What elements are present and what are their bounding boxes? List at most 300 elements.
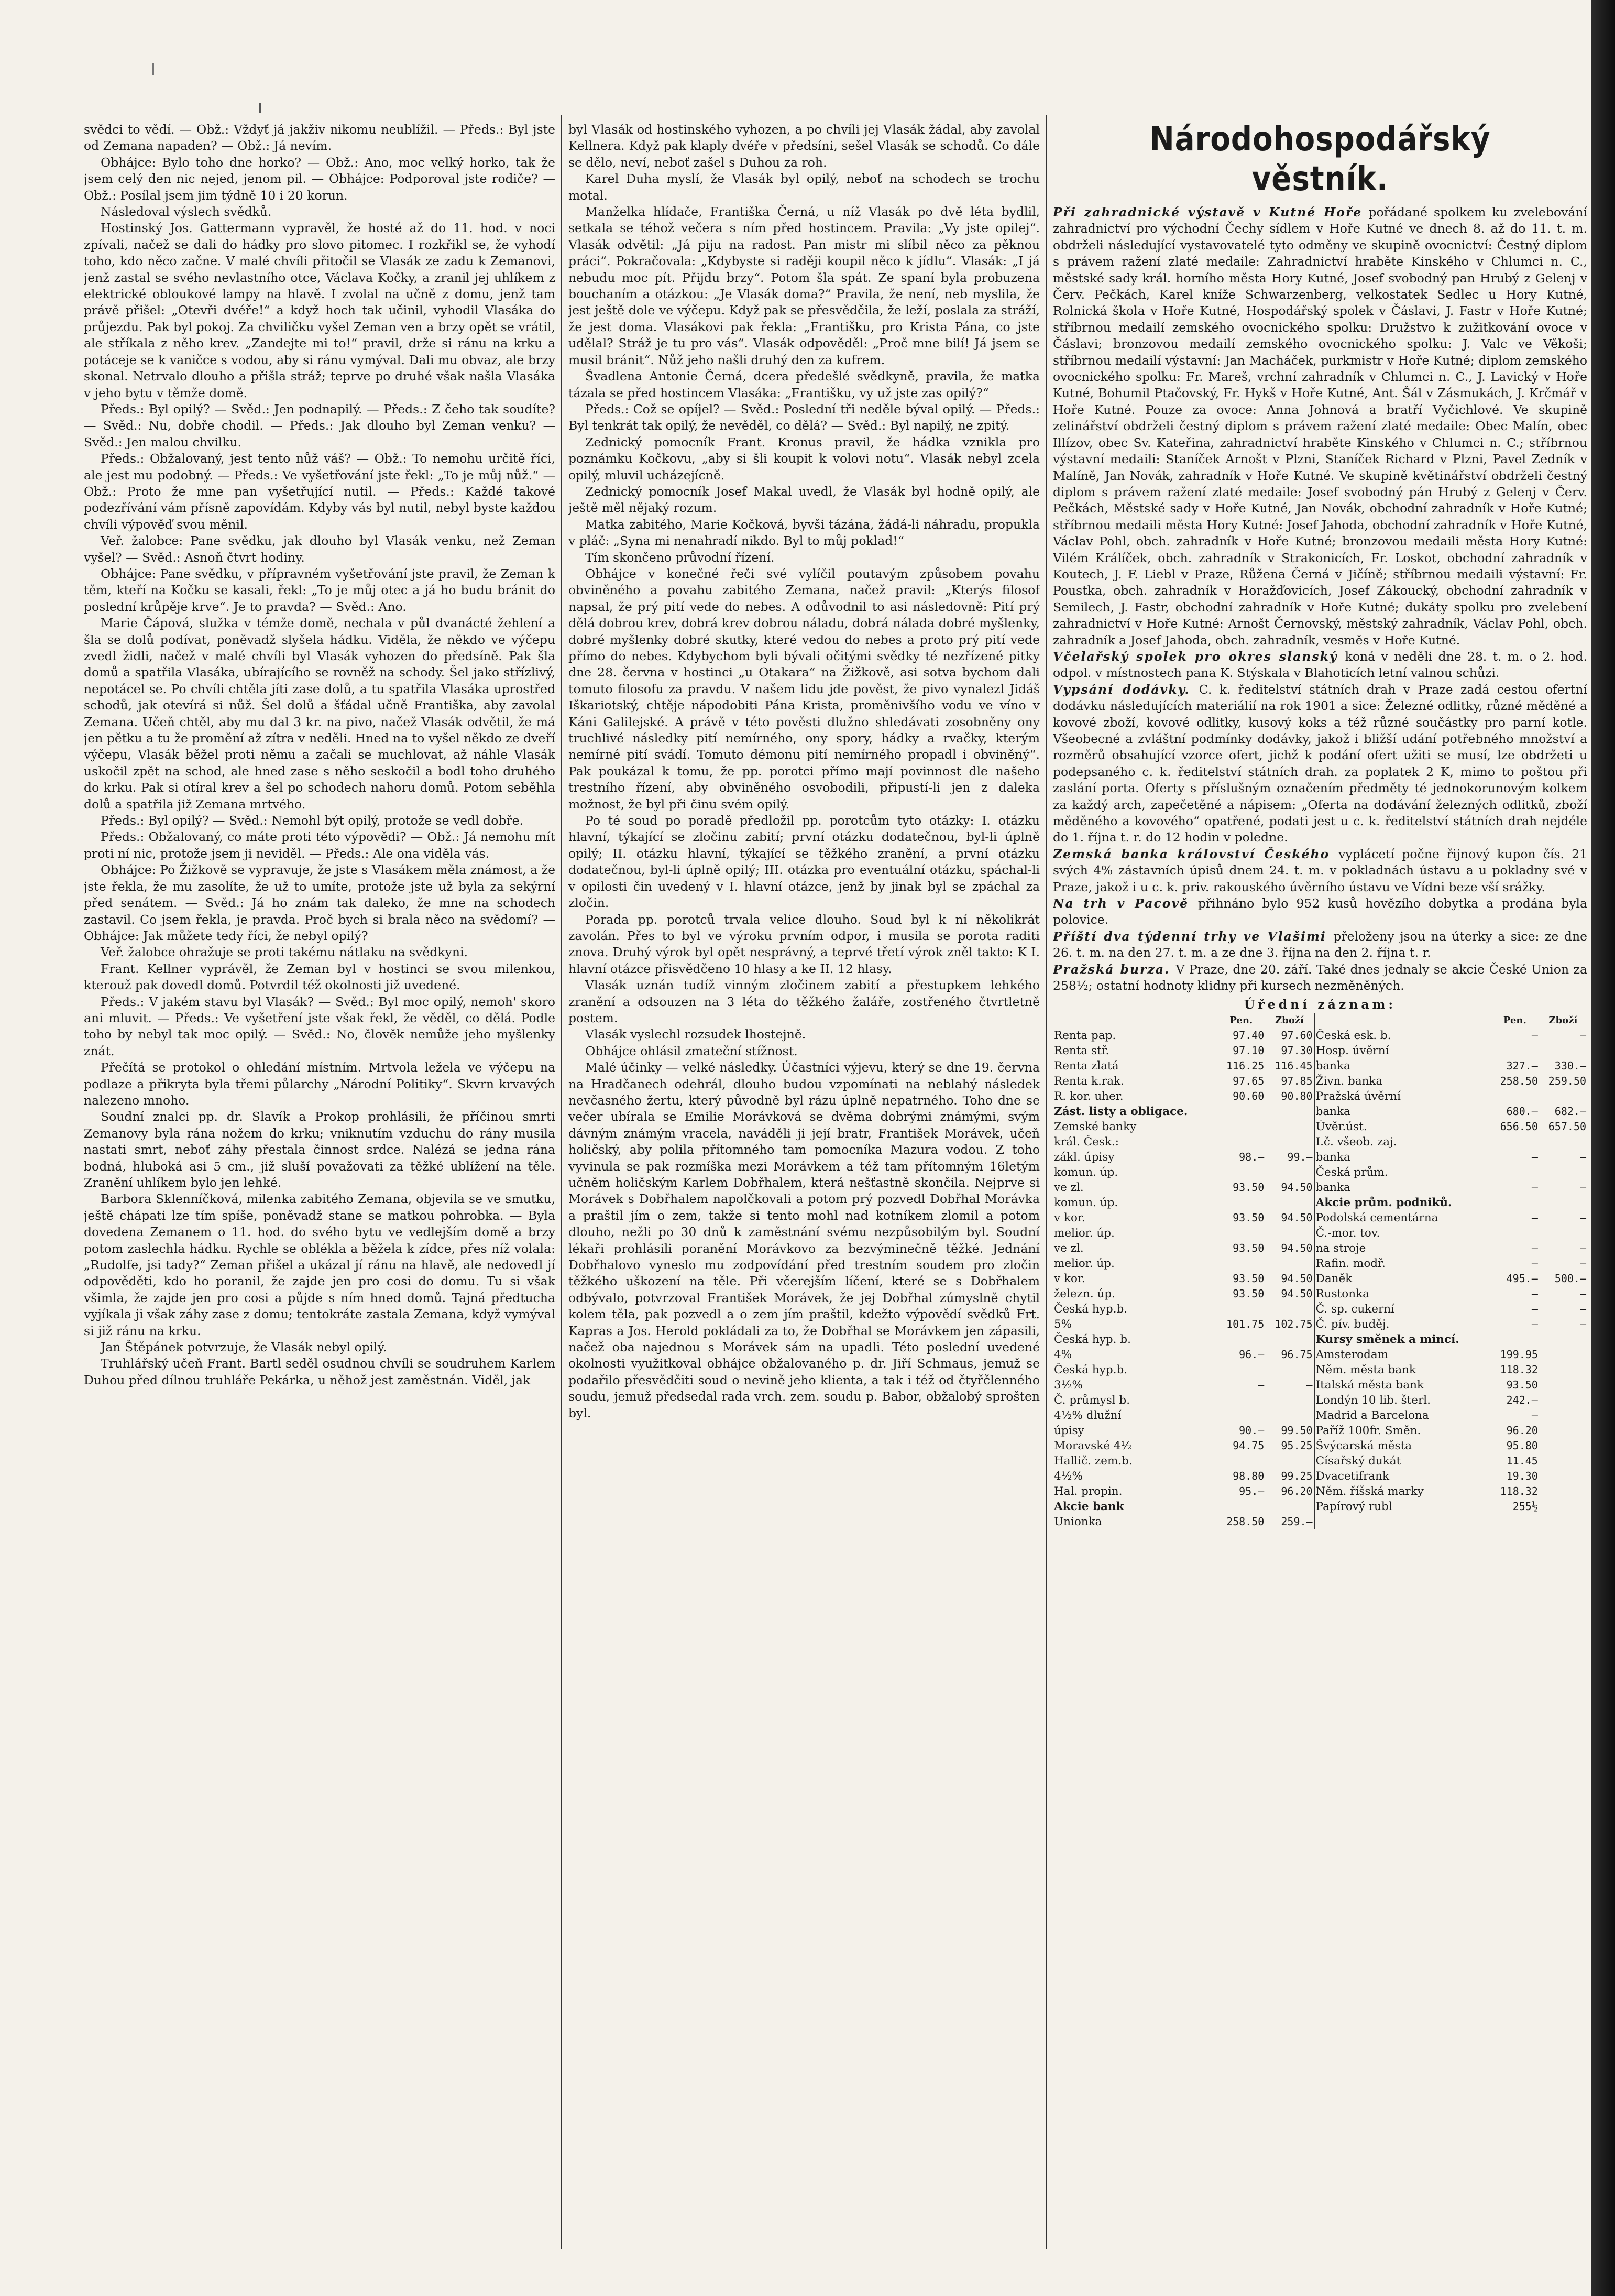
stock-header-cell: [1314, 1013, 1491, 1028]
stock-header-cell: Zboží: [1275, 1014, 1304, 1026]
stock-cell: 5%: [1054, 1317, 1072, 1331]
article-paragraph: Následoval výslech svědků.: [101, 204, 272, 220]
stock-cell: banka: [1314, 1150, 1491, 1165]
stock-cell: Zemské banky: [1054, 1120, 1137, 1133]
stock-cell: [1265, 1104, 1314, 1119]
stock-cell: 93.50: [1233, 1211, 1265, 1224]
stock-cell: —: [1579, 1256, 1586, 1270]
stock-cell: Česká hyp.b.: [1054, 1363, 1128, 1376]
stock-header-cell: Pen.: [1503, 1014, 1526, 1026]
stock-row: [1053, 1362, 1587, 1377]
stock-cell: král. Česk.:: [1054, 1135, 1119, 1149]
stock-row: [1053, 1104, 1587, 1119]
stock-cell: 495.—: [1506, 1272, 1538, 1285]
article-paragraph: Malé účinky — velké následky. Účastníci výjevu, který se dne 19. června na Hradčanech odehrál, dlouho budou vzpomínati na neblahý následek nevčasného žertu, který původně byl rázu úplně nepatrného. Toho dne se večer ubírala se Emilie Morávková se dvěma dobrými známými, svým dávným známým vracela, naváděli ji její bratr, František Morávek, učeň holičský, aby polila přítomného tam pomocníka Mazura vodou. Z toho vyvinula se pak rozmíška mezi Morávkem a též tam přítomným 16letým učněm holičským Karlem Dobřhalem, která nešťastně skončila. Nejprve si Morávek s Dobřhalem napolčkovali a potom prý pozvedl Dobřhal Morávka a praštil jím o zem, takže si tento mohl nad kotníkem zlomil a potom dlouho, nežli po 30 dnů k zaměstnání svému nezpůsobilým byl. Soudní lékaři prohlásili poranění Morávkovo za bezvýminečně těžké. Jednání Dobřhalovo vyneslo mu zodpovídání před trestním soudem pro zločin těžkého uškození na těle. Při včerejším líčení, které se s Dobřhalem odbývalo, potvrzoval František Morávek, že jej Dobřhal zúmyslně chytil kolem těla, pak pozvedl a o zem jím praštil, kdežto výpovědí svědků Frt. Kapras a Jos. Herold pokládali za to, že Dobřhal se Morávkem jen zápasili, načež oba najednou s Morávek sám na upadli. Této poslední uvedené okolnosti využitkoval obhájce obžalovaného p. dr. Jiří Schmaus, jemuž se podařilo přesvědčiti soud o nevině jeho klienta, a tak i též od čtyřčlenného soudu, jemuž předsedal rada vrch. zem. soudu p. Babor, obžalobý sprošten byl.: [568, 1060, 1040, 1420]
stock-cell: 255½: [1512, 1500, 1538, 1513]
stock-cell: [1217, 1302, 1265, 1317]
article-paragraph: Matka zabitého, Marie Kočková, byvši tázána, žádá-li náhradu, propukla v pláč: „Syna mi nenahradí nikdo. Byl to můj poklad!“: [568, 517, 1040, 549]
article-paragraph: Zednický pomocník Frant. Kronus pravil, že hádka vznikla pro poznámku Kočkovu, „aby si šli koupit k volovi notu“. Vlasák nebyl zcela opilý, mluvil ucházejícně.: [568, 434, 1040, 483]
stock-cell: [1539, 1393, 1587, 1408]
stock-row: [1053, 1286, 1587, 1302]
stock-cell: 500.—: [1554, 1272, 1586, 1285]
stock-header-cell: Zboží: [1548, 1014, 1578, 1026]
stock-cell: [1539, 1377, 1587, 1393]
stock-cell: zákl. úpisy: [1054, 1150, 1115, 1164]
stock-cell: v kor.: [1054, 1272, 1085, 1285]
article-paragraph: Předs.: Byl opilý? — Svěd.: Nemohl být opilý, protože se vedl dobře.: [101, 813, 524, 828]
stock-cell: 102.75: [1275, 1317, 1313, 1330]
stock-cell: 93.50: [1233, 1272, 1265, 1285]
stock-row: [1053, 1241, 1587, 1256]
stock-cell: [1491, 1226, 1539, 1241]
stock-cell: [1539, 1453, 1587, 1469]
stock-cell: 96.20: [1506, 1424, 1538, 1437]
stock-cell: [1217, 1195, 1265, 1210]
stock-cell: 95.—: [1239, 1484, 1265, 1497]
stock-cell: 96.75: [1281, 1348, 1313, 1361]
stock-cell: 4½% dlužní: [1054, 1408, 1122, 1422]
stock-cell: 95.25: [1281, 1439, 1313, 1452]
stock-cell: 11.45: [1506, 1454, 1538, 1467]
stock-cell: Renta zlatá: [1054, 1059, 1119, 1073]
stock-cell: na stroje: [1314, 1241, 1491, 1256]
stock-cell: 94.75: [1233, 1439, 1265, 1452]
stock-cell: Londýn 10 lib. šterl.: [1314, 1393, 1491, 1408]
stock-cell: —: [1531, 1317, 1538, 1330]
stock-cell: 682.—: [1554, 1105, 1586, 1118]
news-item: [1053, 895, 1587, 928]
item-text: pořádané spolkem ku zvelebování zahradnictví pro východní Čechy sídlem v Hoře Kutné ve dnech 8. až do 11. t. m. obdrželi následující vystavovatelé tyto odměny ve skupině ovocnictví: Čestný diplom s právem ražení zlaté medaile: Zahradnictví hraběte Kinského v Chlumci n. C., městské sady král. horního města Hory Kutné, Josef svobodný pan Hrubý z Gelenj v Červ. Pečkách, Karel kníže Schwarzenberg, velkostatek Sedlec u Hory Kutné, Rolnická škola v Hoře Kutné, Hospodářský spolek v Čáslavi, J. Fastr v Hoře Kutné; stříbrnou medailí zemského ovocnického spolku: Družstvo k zužitkování ovoce v Čáslavi; bronzovou medailí zemského ovocnického spolku: J. Valc ve Věkoši; stříbrnou medailí výstavní: Jan Macháček, purkmistr v Hoře Kutné; diplom zemského ovocnického spolku: Fr. Mareš, vrchní zahradník v Chlumci n. C., J. Lavický v Hoře Kutné, Bohumil Ptačovský, Fr. Hykš v Hoře Kutné, Ant. Šál v Zásmukách, J. Krčmář v Hoře Kutné. Pouze za ovoce: Anna Johnová a bratří Vyčichlové. Ve skupině zelinářství obdrželi čestný diplom s právem ražení zlaté medaile: Obec Malín, obec Illízov, obec Sv. Kateřina, zahradnictví hraběte Kinského v Chlumci n. C.; stříbrnou výstavní medaili: Staníček Arnošt v Plzni, Staníček Richard v Plzni, Pavel Zedník v Malíně, Jan Novák, zahradník v Hoře Kutné. Ve skupině květinářství obdrželi čestný diplom s právem ražení zlaté medaile: Josef svobodný pán Hrubý z Gelenj v Červ. Pečkách, Městské sady v Hoře Kutné, Jan Novák, obchodní zahradník v Hoře Kutné; stříbrnou medaili města Hory Kutné: Josef Jahoda, obchodní zahradník v Hoře Kutné, Václav Pohl, obch. zahradník v Hoře Kutné; bronzovou medaili města Hory Kutné: Vilém Králíček, obch. zahradník v Strakonicích, Fr. Loskot, obchodní zahradník v Koutech, J. F. Liebl v Praze, Růžena Černá v Jičíně; stříbrnou medaili výstavní: Fr. Poustka, obch. zahradník v Horažďovicích, Josef Zákoucký, obchodní zahradník v Semilech, J. Fastr, obchodní zahradník v Hoře Kutné; dukáty spolku pro zvelebení zahradnictví v Hoře Kutné: Arnošt Černovský, městský zahradník, Václav Pohl, obch. zahradník a Josef Jahoda, obch. zahradník, vesměs v Hoře Kutné.: [1053, 205, 1587, 648]
stock-row: [1053, 1438, 1587, 1453]
stock-cell: Č.-mor. tov.: [1314, 1226, 1491, 1241]
stock-cell: [1491, 1195, 1539, 1210]
stock-cell: 98.—: [1239, 1150, 1265, 1163]
stock-cell: Kursy směnek a mincí.: [1314, 1332, 1491, 1347]
scan-edge: [1591, 0, 1615, 2296]
article-paragraph: Manželka hlídače, Františka Černá, u níž Vlasák po dvě léta bydlil, setkala se téhož večera s ním před hostincem. Pravila: „Vy jste opilej“. Vlasák odvětil: „Já piju na radost. Pan mistr mi slíbil něco za pěknou práci“. Pokračovala: „Kdybyste si raději koupil něco k jídlu“. Vlasák: „I já nebudu moc pít. Přijdu brzy“. Potom šla spát. Ze spaní byla probuzena bouchaním a otázkou: „Je Vlasák doma?“ Pravila, že není, neb myslila, že jest ještě dole ve výčepu. Když pak se přesvědčila, že leží, poslala za stráží, že jest doma. Vlasákovi pak řekla: „Františku, pro Krista Pána, co jste udělal? Stráž je tu pro vás“. Vlasák odpověděl: „Proč mne bilí! Já jsem se musil bránit“. Nůž jeho našli druhý den za kufrem.: [568, 204, 1040, 367]
stock-cell: [1539, 1165, 1587, 1180]
stock-cell: Česká prům.: [1314, 1165, 1491, 1180]
stock-cell: [1265, 1165, 1314, 1180]
stock-row: [1053, 1408, 1587, 1423]
stock-cell: 90.80: [1281, 1089, 1313, 1102]
stock-cell: Živn. banka: [1314, 1074, 1491, 1089]
stock-header-cell: [1053, 1013, 1217, 1028]
stock-cell: Česká esk. b.: [1314, 1028, 1491, 1043]
stock-cell: Císařský dukát: [1314, 1453, 1491, 1469]
stock-cell: [1217, 1134, 1265, 1150]
stock-row: [1053, 1074, 1587, 1089]
stock-cell: —: [1579, 1029, 1586, 1042]
stock-row: [1053, 1484, 1587, 1499]
article-paragraph: Marie Čápová, služka v témže domě, nechala v půl dvanácté žehlení a šla se dolů podívat, poněvadž slyšela hádku. Viděla, že někdo ve výčepu zvedl židli, načež v malé chvíli byl Vlasák vyhozen do předsíně. Pak šla domů a spatřila Vlasáka, ubírajícího se rovněž na schody. Šel jako střízlivý, nepotácel se. Po chvíli chtěla jíti zase dolů, a tu spatřila Vlasáka uprostřed schodů, jak otevírá si nůž. Šel dolů a šťádal učně Františka, aby zavolal Zemana. Učeň chtěl, aby mu dal 3 kr. na pivo, načež Vlasák odvětil, že má jen pětku a tu že promění až zítra v neděli. Hned na to vyšel někdo ze dveří výčepu, Vlasák běžel proti němu a začali se muchlovat, až náhle Vlasák uskočil zpět na schod, ale hned zase s něho seskočil a bodl toho druhého do krku. Pak si otíral krev a šel po schodech nahoru domů. Potom seběhla dolů a spatřila již Zemana mrtvého.: [84, 616, 555, 812]
stock-cell: 199.95: [1500, 1348, 1538, 1361]
stock-cell: [1539, 1226, 1587, 1241]
stock-cell: —: [1531, 1302, 1538, 1315]
stock-cell: 97.85: [1281, 1074, 1313, 1087]
stock-cell: [1539, 1408, 1587, 1423]
news-item-text: přeloženy jsou na úterky a sice: ze dne 26. t. m. na den 27. t. m. a ze dne 3. října na den 2. října t. r.: [1053, 928, 1587, 960]
stock-quotes-table: [1053, 1013, 1587, 1529]
stock-cell: 94.50: [1281, 1241, 1313, 1254]
article-paragraph: Zednický pomocník Josef Makal uvedl, že Vlasák byl hodně opilý, ale ještě měl nějaký rozum.: [568, 484, 1040, 516]
stock-cell: [1539, 1484, 1587, 1499]
stock-row: [1053, 1271, 1587, 1286]
stock-row: [1053, 1453, 1587, 1469]
stock-row: [1053, 1469, 1587, 1484]
stock-cell: Madrid a Barcelona: [1314, 1408, 1491, 1423]
article-paragraph: Veř. žalobce: Pane svědku, jak dlouho byl Vlasák venku, než Zeman vyšel? — Svěd.: Asnoň čtvrt hodiny.: [84, 533, 555, 565]
stock-cell: 99.—: [1287, 1150, 1313, 1163]
stock-cell: 97.65: [1233, 1074, 1265, 1087]
stock-cell: 94.50: [1281, 1180, 1313, 1194]
article-paragraph: Švadlena Antonie Černá, dcera předešlé svědkyně, pravila, že matka tázala se před hostincem Vlasáka: „Františku, vy už jste zas opilý?“: [568, 369, 1040, 400]
stock-cell: Hallič. zem.b.: [1054, 1454, 1133, 1468]
stock-cell: 258.50: [1226, 1515, 1265, 1528]
news-item-title: Pražská burza.: [1053, 961, 1176, 977]
stock-cell: 101.75: [1226, 1317, 1265, 1330]
stock-cell: —: [1579, 1302, 1586, 1315]
stock-cell: Č. průmysl b.: [1054, 1393, 1130, 1407]
stock-cell: [1491, 1134, 1539, 1150]
stock-cell: —: [1531, 1241, 1538, 1254]
stock-cell: Něm. říšská marky: [1314, 1484, 1491, 1499]
article-paragraph: Porada pp. porotců trvala velice dlouho. Soud byl k ní několikrát zavolán. Přes to byl ve výroku prvním odpor, i musila se porota raditi znova. Druhý výrok byl opět nesprávný, a teprvé třetí výrok zněl takto: K I. hlavní otázce přisvědčeno 10 hlasy a ke II. 12 hlasy.: [568, 912, 1040, 976]
stock-row: [1053, 1377, 1587, 1393]
stock-cell: [1539, 1043, 1587, 1058]
stock-cell: 90.—: [1239, 1424, 1265, 1437]
article-paragraph: svědci to vědí. — Obž.: Vždyť já jakživ nikomu neublížil. — Předs.: Byl jste od Zemana napaden? — Obž.: Já nevím.: [84, 122, 555, 154]
stock-cell: melior. úp.: [1054, 1226, 1115, 1240]
stock-cell: [1265, 1453, 1314, 1469]
stock-cell: —: [1531, 1256, 1538, 1270]
news-item: [1053, 928, 1587, 961]
stock-cell: komun. úp.: [1054, 1196, 1118, 1209]
stock-cell: 96.—: [1239, 1348, 1265, 1361]
news-item-text: vyplácetí počne řijnový kupon čís. 21 svých 4% zástavních úpisů dnem 24. t. m. v pokladnách ústavu a u pokladny své v Praze, jakož i u c. k. priv. rakouského úvěrního ústavu ve Vídni beze vší srážky.: [1053, 846, 1587, 894]
stock-cell: 116.45: [1275, 1059, 1313, 1072]
stock-row: [1053, 1499, 1587, 1514]
stock-cell: Česká hyp.b.: [1054, 1302, 1128, 1316]
stock-cell: Hosp. úvěrní: [1314, 1043, 1491, 1058]
item-title: Při zahradnické výstavě v Kutné Hoře: [1053, 205, 1363, 220]
stock-cell: [1314, 1514, 1491, 1529]
stock-row: [1053, 1393, 1587, 1408]
stock-cell: —: [1531, 1408, 1538, 1422]
stock-row: [1053, 1423, 1587, 1438]
article-paragraph: Po té soud po poradě předložil pp. porotcům tyto otázky: I. otázku hlavní, týkající se zločinu zabití; první otázku dodatečnou, byl-li úplně opilý; II. otázku hlavní, týkající se těžkého zranění, a první otázku dodatečnou, byl-li úplně opilý; III. otázka pro eventuální otázku, spáchal-li v opilosti čin uvedený v I. hlavní otázce, jenž by jinak byl se zpáchal za zločin.: [568, 813, 1040, 911]
stock-table-header: [1053, 1013, 1587, 1028]
stock-cell: [1217, 1332, 1265, 1347]
stock-cell: Švýcarská města: [1314, 1438, 1491, 1453]
stock-cell: Dvacetifrank: [1314, 1469, 1491, 1484]
article-paragraph: Obhájce: Pane svědku, v přípravném vyšetřování jste pravil, že Zeman k těm, kteří na Kočku se kasali, řekl: „To je můj otec a já ho budu bránit do poslední krůpěje krve“. Je to pravda? — Svěd.: Ano.: [84, 566, 555, 614]
stock-cell: [1217, 1165, 1265, 1180]
news-item-text: přihnáno bylo 952 kusů hovězího dobytka a prodána byla polovice.: [1053, 896, 1587, 927]
stock-cell: [1265, 1302, 1314, 1317]
article-paragraph: Obhájce: Po Žižkově se vypravuje, že jste s Vlasákem měla známost, a že jste řekla, že mu zasolíte, že už to umíte, protože jste už byla za sekýrní před senátem. — Svěd.: Já ho znám tak daleko, že mne na schodech zastavil. Co jsem řekla, je pravda. Proč bych si brala něco na svědomí? — Obhájce: Jak můžete tedy říci, že nebyl opilý?: [84, 862, 555, 943]
article-paragraph: Předs.: Obžalovaný, jest tento nůž váš? — Obž.: To nemohu určitě říci, ale jest mu podobný. — Předs.: Ve vyšetřování jste řekl: „To je můj nůž.“ — Obž.: Proto že mne pan vyšetřující nutil. — Předs.: Každé takové podezřívání vám přísně zapovídám. Kdyby vás byl nutil, nebyl byste každou chvíli výpověď svou měnil.: [84, 451, 555, 532]
stock-cell: 259.50: [1548, 1074, 1586, 1087]
stock-cell: [1539, 1469, 1587, 1484]
stock-row: [1053, 1256, 1587, 1271]
stock-cell: 99.50: [1281, 1424, 1313, 1437]
stock-cell: 93.50: [1233, 1180, 1265, 1194]
news-item-title: Včelařský spolek pro okres slanský: [1053, 649, 1345, 664]
stock-cell: —: [1579, 1241, 1586, 1254]
stock-cell: melior. úp.: [1054, 1256, 1115, 1270]
stock-cell: banka: [1314, 1180, 1491, 1195]
stock-cell: —: [1579, 1287, 1586, 1300]
stock-cell: Česká hyp. b.: [1054, 1332, 1131, 1346]
stock-cell: [1265, 1119, 1314, 1134]
stock-cell: —: [1579, 1317, 1586, 1330]
stock-cell: 327.—: [1506, 1059, 1538, 1072]
news-item-title: Na trh v Pacově: [1053, 896, 1198, 911]
column-economic-news: [1053, 119, 1587, 2259]
stock-cell: 98.80: [1233, 1469, 1265, 1482]
stock-cell: [1539, 1514, 1587, 1529]
stock-row: [1053, 1195, 1587, 1210]
stock-row: [1053, 1043, 1587, 1058]
stock-cell: 93.50: [1233, 1241, 1265, 1254]
news-item: [1053, 961, 1587, 994]
article-paragraph: Obhájce: Bylo toho dne horko? — Obž.: Ano, moc velký horko, tak že jsem celý den nic nejed, jenom pil. — Obhájce: Podporoval jste rodiče? — Obž.: Posílal jsem jim týdně 10 i 20 korun.: [84, 155, 555, 203]
stock-cell: [1217, 1226, 1265, 1241]
stock-cell: —: [1306, 1378, 1313, 1391]
stock-cell: [1491, 1165, 1539, 1180]
column-court-report-middle: [568, 122, 1040, 2259]
stock-cell: [1217, 1362, 1265, 1377]
stock-row: [1053, 1332, 1587, 1347]
stock-row: [1053, 1317, 1587, 1332]
column-divider: [1046, 115, 1047, 2249]
stock-cell: banka: [1314, 1104, 1491, 1119]
stock-cell: [1265, 1256, 1314, 1271]
stock-header-cell: Pen.: [1229, 1014, 1253, 1026]
stock-cell: —: [1531, 1180, 1538, 1194]
stock-cell: 99.25: [1281, 1469, 1313, 1482]
stock-row: [1053, 1180, 1587, 1195]
stock-cell: Pražská úvěrní: [1314, 1089, 1491, 1104]
stock-cell: Paříž 100fr. Směn.: [1314, 1423, 1491, 1438]
stock-cell: Unionka: [1054, 1515, 1102, 1528]
stock-cell: [1217, 1256, 1265, 1271]
stock-cell: R. kor. uher.: [1054, 1089, 1124, 1103]
stock-cell: Zást. listy a obligace.: [1054, 1105, 1188, 1118]
stock-row: [1053, 1058, 1587, 1074]
stock-cell: [1539, 1438, 1587, 1453]
stock-cell: 97.30: [1281, 1044, 1313, 1057]
stock-cell: [1491, 1089, 1539, 1104]
stock-cell: [1265, 1195, 1314, 1210]
stock-row: [1053, 1089, 1587, 1104]
article-paragraph: Frant. Kellner vyprávěl, že Zeman byl v hostinci se svou milenkou, kterouž pak dovedl domů. Potvrdil též okolnosti již uvedené.: [84, 961, 555, 993]
article-paragraph: byl Vlasák od hostinského vyhozen, a po chvíli jej Vlasák žádal, aby zavolal Kellnera. Když pak klaply dvéře v předsíni, sešel Vlasák se schodů. Co dále se dělo, neví, neboť zašel s Duhou za roh.: [568, 122, 1040, 170]
stock-cell: [1265, 1332, 1314, 1347]
stock-cell: —: [1531, 1211, 1538, 1224]
article-paragraph: Vlasák uznán tudíž vinným zločinem zabití a přestupkem lehkého zranění a odsouzen na 3 léta do těžkého žaláře, zostřeného čtvrtletně postem.: [568, 978, 1040, 1025]
stock-cell: Něm. města bank: [1314, 1362, 1491, 1377]
stock-cell: 97.10: [1233, 1044, 1265, 1057]
stock-cell: 94.50: [1281, 1272, 1313, 1285]
news-item: [1053, 649, 1587, 682]
stock-cell: —: [1579, 1211, 1586, 1224]
stock-cell: Č. pív. buděj.: [1314, 1317, 1491, 1332]
stock-cell: —: [1258, 1378, 1265, 1391]
stock-cell: Č. sp. cukerní: [1314, 1302, 1491, 1317]
news-item-text: koná v neděli dne 28. t. m. o 2. hod. odpol. v místnostech pana K. Stýskala v Blahoticích letní valnou schůzi.: [1053, 649, 1587, 681]
stock-cell: [1265, 1408, 1314, 1423]
stock-cell: ve zl.: [1054, 1180, 1084, 1194]
stock-cell: [1539, 1362, 1587, 1377]
article-paragraph: Veř. žalobce ohražuje se proti takému nátlaku na svědkyni.: [101, 945, 468, 960]
article-paragraph: Truhlářský učeň Frant. Bartl seděl osudnou chvíli se soudruhem Karlem Duhou před dílnou truhláře Pekárka, u něhož jest zaměstnán. Viděl, jak: [84, 1356, 555, 1387]
stock-cell: [1539, 1499, 1587, 1514]
article-paragraph: Hostinský Jos. Gattermann vypravěl, že hosté až do 11. hod. v noci zpívali, načež se dali do hádky pro slovo pitomec. I rozkřikl se, že vyhodí toho, kdo něco začne. V malé chvíli přitočil se Vlasák ze zadu k Zemanovi, jenž zastal se svého nevlastního otce, Václava Kočky, a zranil jej uhlíkem z elektrické obloukové lampy na hlavě. I zvolal na učně z domu, jenž tam právě přišel: „Otevři dvéře!“ a když hoch tak učinil, vyhodil Vlasáka do průjezdu. Pak byl pokoj. Za chviličku vyšel Zeman ven a brzy opět se vrátil, ale stříkala z něho krev. „Zandejte mi to!“ pravil, drže si ránu na krku a potáceje se k vaničce s vodou, aby si ránu vymýval. Dali mu obvaz, ale brzy skonal. Netrvalo dlouho a přišla stráž; teprve po druhé však našla Vlasáka v jeho bytu v těmže domě.: [84, 221, 555, 400]
stock-row: [1053, 1347, 1587, 1362]
stock-cell: 118.32: [1500, 1363, 1538, 1376]
stock-row: [1053, 1210, 1587, 1226]
news-item-text: V Praze, dne 20. září. Také dnes jednaly se akcie České Union za 258½; ostatní hodnoty klidny při kursech nezměněných.: [1053, 961, 1587, 993]
stock-table-title: Úřední záznam:: [1244, 997, 1397, 1012]
news-item-title: Vypsání dodávky.: [1053, 682, 1199, 697]
stock-cell: 118.32: [1500, 1484, 1538, 1497]
article-paragraph: Vlasák vyslechl rozsudek lhostejně.: [585, 1027, 806, 1042]
article-paragraph: Tím skončeno průvodní řízení.: [585, 550, 775, 565]
stock-cell: Hal. propin.: [1054, 1484, 1123, 1498]
stock-cell: Rafin. modř.: [1314, 1256, 1491, 1271]
article-paragraph: Přečítá se protokol o ohledání místním. Mrtvola ležela ve výčepu na podlaze a přikryta byla třemi půlarchy „Národní Politiky“. Skvrn krvavých nalezeno mnoho.: [84, 1060, 555, 1108]
stock-cell: 94.50: [1281, 1211, 1313, 1224]
article-paragraph: Jan Štěpánek potvrzuje, že Vlasák nebyl opilý.: [101, 1340, 387, 1355]
article-paragraph: Obhájce ohlásil zmateční stížnost.: [585, 1043, 798, 1058]
article-paragraph: Barbora Sklenníčková, milenka zabitého Zemana, objevila se ve smutku, ještě chápati lze tím spíše, poněvadž stane se matkou pohrobka. — Byla dovedena Zemanem o 11. hod. do svého bytu ve vedlejším domě a brzy potom zaslechla hádku. Rychle se oblékla a běžela k zídce, přes níž volala: „Rudolfe, jsi tady?“ Zeman přišel a ukázal jí ránu na hlavě, ale nedovedl jí odpověděti, kdo ho poranil, že zajde jen pro cosi do domu. Tu si však všimla, že zajde jen pro cosi a půjde s ním hned domů. Tajná předtucha vyjíkala ji však záhy zase z domu; tentokráte zastala Zemana, když vymýval si již ránu na krku.: [84, 1191, 555, 1338]
stock-cell: 97.40: [1233, 1029, 1265, 1042]
stock-cell: [1539, 1195, 1587, 1210]
stock-row: [1053, 1165, 1587, 1180]
stock-cell: —: [1531, 1287, 1538, 1300]
stock-cell: [1491, 1514, 1539, 1529]
stock-cell: [1491, 1332, 1539, 1347]
stock-cell: 96.20: [1281, 1484, 1313, 1497]
stock-cell: 94.50: [1281, 1287, 1313, 1300]
stock-cell: [1539, 1089, 1587, 1104]
column-court-report-left: [84, 122, 555, 2259]
stock-cell: [1217, 1119, 1265, 1134]
stock-cell: 93.50: [1233, 1287, 1265, 1300]
stock-cell: Italská města bank: [1314, 1377, 1491, 1393]
stock-cell: [1217, 1453, 1265, 1469]
stock-cell: Moravské 4½: [1054, 1439, 1132, 1452]
stock-cell: Podolská cementárna: [1314, 1210, 1491, 1226]
scan-mark: [259, 103, 261, 113]
stock-row: [1053, 1028, 1587, 1043]
article-paragraph: Předs.: Obžalovaný, co máte proti této výpovědi? — Obž.: Já nemohu mít proti ní nic, protože jsem ji neviděl. — Předs.: Ale ona viděla vás.: [84, 829, 555, 861]
stock-row: [1053, 1150, 1587, 1165]
scan-mark: [152, 63, 154, 75]
stock-cell: 330.—: [1554, 1059, 1586, 1072]
stock-row: [1053, 1302, 1587, 1317]
stock-cell: Úvěr.úst.: [1314, 1119, 1491, 1134]
stock-cell: [1217, 1499, 1265, 1514]
stock-cell: [1539, 1423, 1587, 1438]
stock-cell: Papírový rubl: [1314, 1499, 1491, 1514]
article-paragraph: Obhájce v konečné řeči své vylíčil poutavým způsobem povahu obviněného a povahu zabitého Zemana, načež pravil: „Kterýs filosof napsal, že prý pití vede do nebes. A odůvodnil to asi následovně: Pití prý dělá dobrou krev, dobrá krev dobrou náladu, dobrá nálada dobré myšlenky, dobré myšlenky dobré skutky, které vedou do nebes a proto prý pití vede přímo do nebes. Kdybychom byli bývali očitými svědky té nezřízené pitky dne 28. června v hostinci „u Otakara“ na Žižkově, asi sotva bychom dali tomuto filosofu za pravdu. V našem lidu jde pověst, že pivo vynalezl Jidáš Iškariotský, chtěje nápodobiti Pána Krista, proměnivšího vodu ve víno v Káni Galilejské. A právě v této pověsti dlužno shledávati zosobněny ony truchlivé následky pití nemírného, ony spory, hádky a rvačky, kterým nemírné pití svádí. Tomuto démonu pití nemírného propadl i obviněný“. Pak poukázal k tomu, že pp. porotci přímo mají povinnost dle našeho trestního řízení, aby obviněného osvobodili, připustí-li jen z daleka možnost, že byl při činu svém opilý.: [568, 566, 1040, 812]
stock-cell: komun. úp.: [1054, 1165, 1118, 1179]
stock-cell: —: [1531, 1029, 1538, 1042]
stock-cell: [1265, 1134, 1314, 1150]
stock-cell: —: [1531, 1150, 1538, 1163]
stock-cell: [1265, 1393, 1314, 1408]
stock-cell: ve zl.: [1054, 1241, 1084, 1255]
stock-cell: Renta pap.: [1054, 1029, 1116, 1042]
stock-cell: 680.—: [1506, 1105, 1538, 1118]
section-masthead: Národohospodářský věstník.: [1149, 120, 1491, 199]
stock-cell: 3½%: [1054, 1378, 1083, 1392]
article-paragraph: Karel Duha myslí, že Vlasák byl opilý, neboť na schodech se trochu motal.: [568, 171, 1040, 203]
news-item: [1053, 682, 1587, 846]
stock-cell: v kor.: [1054, 1211, 1085, 1224]
stock-cell: 4%: [1054, 1348, 1072, 1361]
stock-cell: 93.50: [1506, 1378, 1538, 1391]
stock-cell: —: [1579, 1150, 1586, 1163]
stock-cell: Renta stř.: [1054, 1044, 1109, 1057]
article-paragraph: Předs.: Což se opíjel? — Svěd.: Poslední tři neděle býval opilý. — Předs.: Byl tenkrát tak opilý, že nevěděl, co dělá? — Svěd.: Byl napilý, ne zpitý.: [568, 401, 1040, 433]
stock-cell: 116.25: [1226, 1059, 1265, 1072]
stock-cell: 97.60: [1281, 1029, 1313, 1042]
stock-cell: [1217, 1104, 1265, 1119]
article-paragraph: Soudní znalci pp. dr. Slavík a Prokop prohlásili, že příčinou smrti Zemanovy byla rána nožem do krku; vniknutím vzduchu do rány musila nastati smrt, neboť záhy přestala činnost srdce. Nalézá se jedna rána bodná, hluboká asi 5 cm., již sluší považovati za těžké ublížení na těle. Zranění uhlíkem bylo jen lehké.: [84, 1109, 555, 1190]
stock-cell: Amsterodam: [1314, 1347, 1491, 1362]
stock-cell: [1217, 1408, 1265, 1423]
stock-cell: [1217, 1393, 1265, 1408]
stock-row: [1053, 1514, 1587, 1529]
stock-cell: [1539, 1134, 1587, 1150]
column-divider: [561, 115, 562, 2249]
stock-row: [1053, 1226, 1587, 1241]
stock-cell: Rustonka: [1314, 1286, 1491, 1302]
stock-cell: 656.50: [1500, 1120, 1538, 1133]
news-item-title: Příští dva týdenní trhy ve Vlašimi: [1053, 928, 1334, 944]
news-item: [1053, 846, 1587, 895]
stock-row: [1053, 1119, 1587, 1134]
stock-cell: Akcie prům. podniků.: [1314, 1195, 1491, 1210]
stock-cell: 259.—: [1281, 1515, 1313, 1528]
stock-cell: [1491, 1043, 1539, 1058]
stock-cell: 4½%: [1054, 1469, 1083, 1483]
news-item-title: Zemská banka království Českého: [1053, 846, 1339, 861]
stock-cell: [1265, 1226, 1314, 1241]
article-paragraph: Předs.: Byl opilý? — Svěd.: Jen podnapilý. — Předs.: Z čeho tak soudíte? — Svěd.: Nu, dobře chodil. — Předs.: Jak dlouho byl Zeman venku? — Svěd.: Jen malou chvilku.: [84, 401, 555, 450]
news-item-text: C. k. ředitelství státních drah v Praze zadá cestou ofertní dodávku následujících materiálií na rok 1901 a sice: Železné odlitky, různé měděné a kovové zboží, kovové odlitky, kusový koks a též různé součástky pro parní kotle. Všeobecné a zvláštní podmínky dodávky, jakož i bližší udání potřebného množství a rozměrů obsahující vzorce ofert, jichž k podání ofert užiti se musí, lze obdržeti u podepsaného c. k. ředitelství státních drah. za poplatek 2 K, mimo to poštou při zaslání porta. Oferty s příslušným označením předměty té jednokorunovým kolkem za každý arch, zapečetěné a nápisem: „Oferta na dodávání železných odlitků, zboží měděného a kovového“ opatřené, podati jest u c. k. ředitelství státních drah nejdéle do 1. října t. r. do 12 hodin v poledne.: [1053, 682, 1587, 845]
stock-cell: železn. úp.: [1054, 1287, 1115, 1300]
news-items: [1053, 649, 1587, 994]
stock-cell: 19.30: [1506, 1469, 1538, 1482]
article-paragraph: Předs.: V jakém stavu byl Vlasák? — Svěd.: Byl moc opilý, nemoh' skoro ani mluvit. — Předs.: Ve vyšetření jste však řekl, že věděl, co dělá. Podle toho by nebyl tak moc opilý. — Svěd.: No, člověk nemůže jeho myšlenky znát.: [84, 994, 555, 1058]
stock-cell: [1265, 1362, 1314, 1377]
stock-cell: [1539, 1347, 1587, 1362]
stock-cell: [1539, 1332, 1587, 1347]
stock-cell: úpisy: [1054, 1424, 1084, 1437]
stock-cell: Renta k.rak.: [1054, 1074, 1124, 1088]
stock-cell: Akcie bank: [1054, 1500, 1124, 1513]
stock-cell: 258.50: [1500, 1074, 1538, 1087]
stock-cell: 242.—: [1506, 1393, 1538, 1406]
stock-cell: I.č. všeob. zaj.: [1314, 1134, 1491, 1150]
stock-cell: 95.80: [1506, 1439, 1538, 1452]
stock-cell: banka: [1314, 1058, 1491, 1074]
